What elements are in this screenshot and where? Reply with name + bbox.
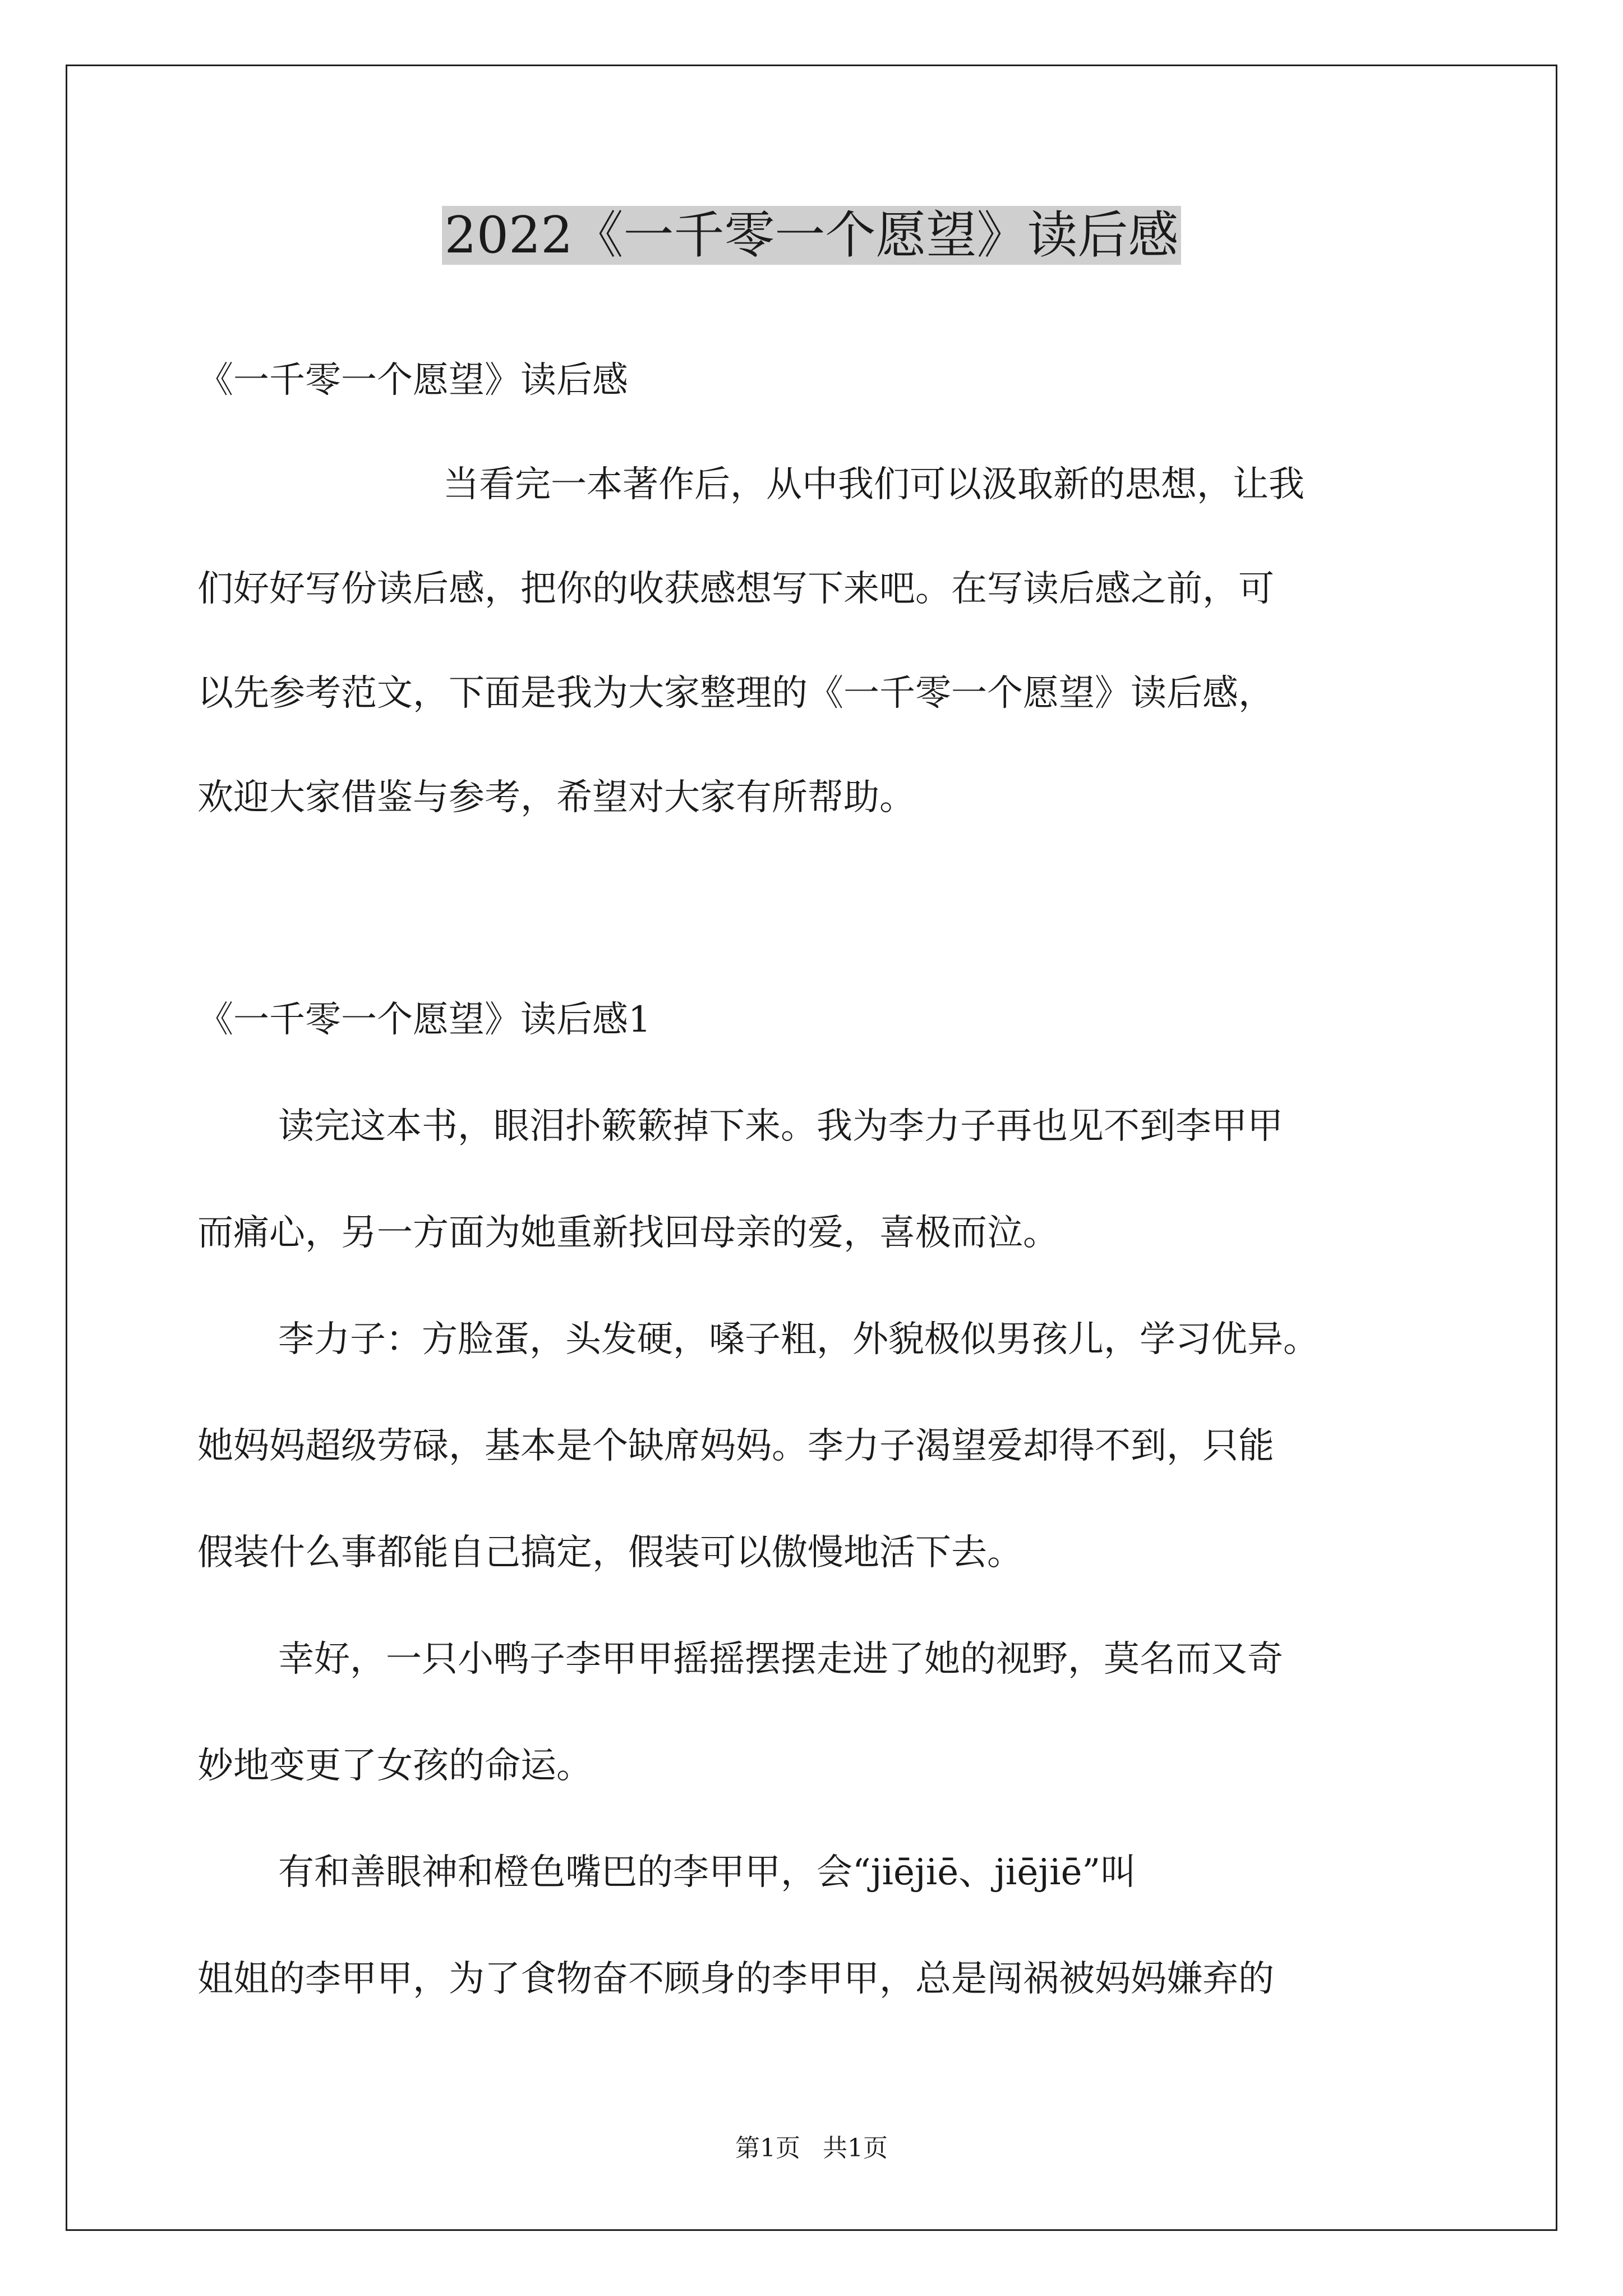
subtitle-line: 《一千零一个愿望》读后感 (197, 360, 628, 401)
intro-line-4: 欢迎大家借鉴与参考，希望对大家有所帮助。 (197, 777, 915, 818)
intro-line-3: 以先参考范文，下面是我为大家整理的《一千零一个愿望》读后感， (197, 673, 1274, 714)
paragraph-line: 妙地变更了女孩的命运。 (197, 1745, 592, 1787)
page-total: 共1页 (823, 2134, 888, 2162)
section-heading: 《一千零一个愿望》读后感1 (197, 999, 651, 1041)
paragraph-line: 幸好，一只小鸭子李甲甲摇摇摆摆走进了她的视野，莫名而又奇 (278, 1639, 1283, 1680)
paragraph-line: 读完这本书，眼泪扑簌簌掉下来。我为李力子再也见不到李甲甲 (278, 1106, 1283, 1147)
document-title: 2022《一千零一个愿望》读后感 (0, 202, 1623, 269)
page-number: 第1页 (735, 2134, 800, 2162)
intro-line-1: 当看完一本著作后，从中我们可以汲取新的思想，让我 (443, 464, 1304, 505)
paragraph-line: 有和善眼神和橙色嘴巴的李甲甲，会“jiējiē、jiējiē”叫 (278, 1852, 1137, 1893)
intro-line-2: 们好好写份读后感，把你的收获感想写下来吧。在写读后感之前，可 (197, 568, 1274, 610)
paragraph-line: 姐姐的李甲甲，为了食物奋不顾身的李甲甲，总是闯祸被妈妈嫌弃的 (197, 1958, 1274, 2000)
page-footer (0, 2132, 1623, 2165)
paragraph-line: 而痛心，另一方面为她重新找回母亲的爱，喜极而泣。 (197, 1212, 1059, 1254)
paragraph-line: 她妈妈超级劳碌，基本是个缺席妈妈。李力子渴望爱却得不到，只能 (197, 1425, 1274, 1467)
paragraph-line: 假装什么事都能自己搞定，假装可以傲慢地活下去。 (197, 1532, 1023, 1573)
paragraph-line: 李力子：方脸蛋，头发硬，嗓子粗，外貌极似男孩儿，学习优异。 (278, 1319, 1319, 1360)
